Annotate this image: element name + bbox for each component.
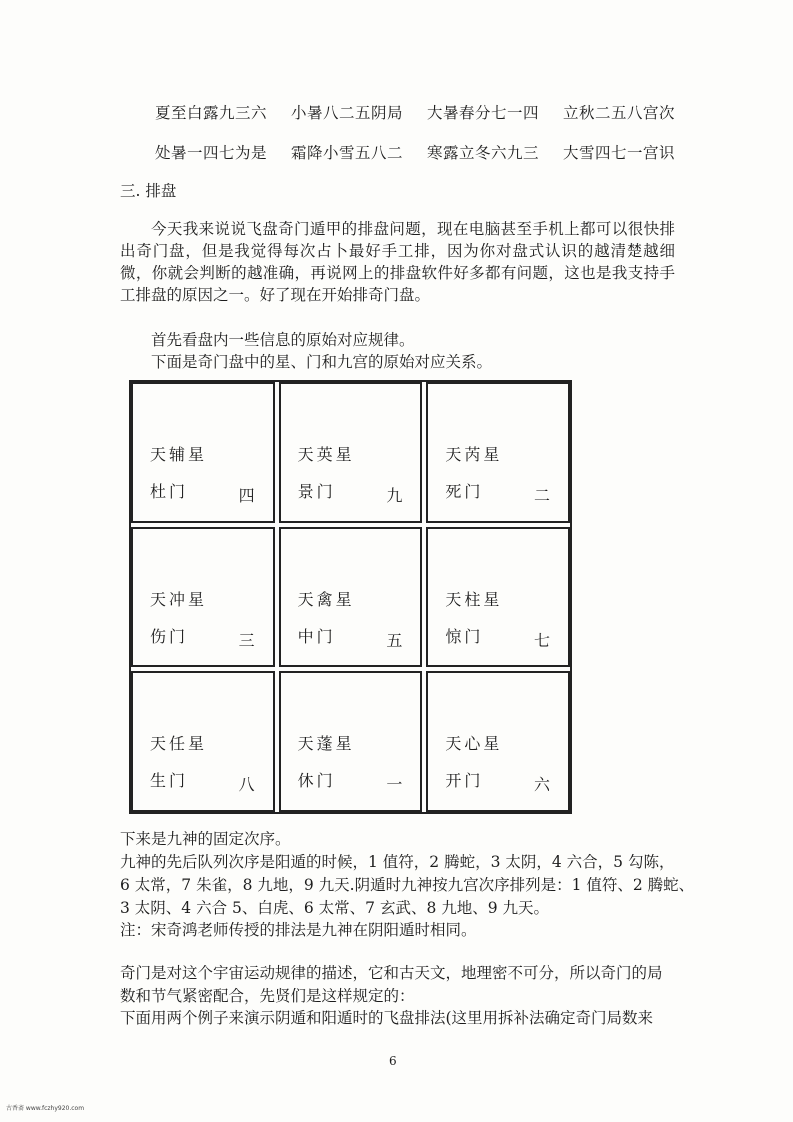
page-number: 6: [389, 1054, 397, 1068]
nine-gods-note: 注：宋奇鸿老师传授的排法是九神在阴阳遁时相同。: [120, 921, 477, 939]
palace-number: 九: [386, 486, 403, 505]
section-heading: 三. 排盘: [120, 182, 177, 200]
star-name: 天柱星: [445, 589, 503, 609]
door-name: 惊门: [445, 626, 484, 646]
verse-phrase: 大雪四七一宫识: [562, 144, 675, 162]
verse-phrase: 大暑春分七一四: [426, 104, 539, 122]
nine-gods-line-4: 3 太阴、4 六合 5、白虎、6 太常、7 玄武、8 九地、9 九天。: [120, 899, 550, 917]
star-name: 天辅星: [150, 445, 208, 464]
verse-phrase: 立秋二五八宫次: [562, 104, 675, 122]
verse-row-2: [155, 141, 675, 163]
palace-number: 一: [386, 775, 403, 795]
closing-line-3: 下面用两个例子来演示阴遁和阳遁时的飞盘排法(这里用拆补法确定奇门局数来: [120, 1009, 654, 1027]
door-name: 休门: [297, 771, 336, 791]
door-name: 伤门: [150, 626, 189, 646]
lead-line-1: 首先看盘内一些信息的原始对应规律。: [151, 331, 415, 349]
grid-cell: [131, 671, 275, 812]
verse-phrase: 寒露立冬六九三: [426, 144, 539, 162]
closing-line-2: 数和节气紧密配合，先贤们是这样规定的：: [120, 987, 415, 1005]
palace-number: 七: [533, 630, 550, 650]
grid-cell: [279, 527, 423, 668]
grid-cell: [426, 527, 570, 668]
palace-number: 二: [533, 486, 550, 505]
footer-watermark: 古香斋 www.fczhy920.com: [6, 1105, 85, 1112]
grid-cell: [131, 382, 275, 523]
nine-gods-line-3: 6 太常，7 朱雀，8 九地，9 九天.阴遁时九神按九宫次序排列是：1 值符、2 腾蛇、: [120, 876, 695, 894]
nine-gods-line-1: 下来是九神的固定次序。: [120, 830, 291, 848]
door-name: 开门: [445, 771, 484, 791]
verse-phrase: 处暑一四七为是: [155, 144, 268, 162]
lead-line-2: 下面是奇门盘中的星、门和九宫的原始对应关系。: [151, 353, 493, 371]
grid-cell: [426, 382, 570, 523]
nine-gods-line-2: 九神的先后队列次序是阳遁的时候，1 值符，2 腾蛇，3 太阴，4 六合，5 勾陈，: [120, 853, 675, 871]
verse-row-1: [155, 101, 675, 123]
verse-phrase: 霜降小雪五八二: [290, 144, 403, 162]
palace-number: 八: [238, 775, 255, 795]
intro-paragraph: 今天我来说说飞盘奇门遁甲的排盘问题，现在电脑甚至手机上都可以很快排出奇门盘，但是我觉得每次占卜最好手工排，因为你对盘式认识的越清楚越细微，你就会判断的越准确，再说网上的排盘软件好多都有问题，这也是我支持手工排盘的原因之一。好了现在开始排奇门盘。: [120, 220, 675, 304]
door-name: 景门: [297, 482, 336, 501]
star-name: 天心星: [445, 734, 503, 754]
star-name: 天任星: [150, 734, 208, 754]
grid-cell: [131, 527, 275, 668]
closing-line-1: 奇门是对这个宇宙运动规律的描述，它和古天文，地理密不可分，所以奇门的局: [120, 964, 663, 982]
palace-number: 六: [533, 775, 550, 795]
door-name: 生门: [150, 771, 189, 791]
star-name: 天芮星: [445, 445, 503, 464]
grid-cell: [279, 671, 423, 812]
door-name: 杜门: [150, 482, 189, 501]
star-name: 天冲星: [150, 589, 208, 609]
nine-palace-grid: [129, 380, 572, 814]
palace-number: 五: [386, 630, 403, 650]
palace-number: 三: [238, 630, 255, 650]
verse-phrase: 夏至白露九三六: [155, 104, 268, 122]
grid-cell: [279, 382, 423, 523]
door-name: 死门: [445, 482, 484, 501]
star-name: 天禽星: [297, 589, 355, 609]
star-name: 天蓬星: [297, 734, 355, 754]
palace-number: 四: [238, 486, 255, 505]
door-name: 中门: [297, 626, 336, 646]
star-name: 天英星: [297, 445, 355, 464]
verse-phrase: 小暑八二五阴局: [290, 104, 403, 122]
grid-cell: [426, 671, 570, 812]
